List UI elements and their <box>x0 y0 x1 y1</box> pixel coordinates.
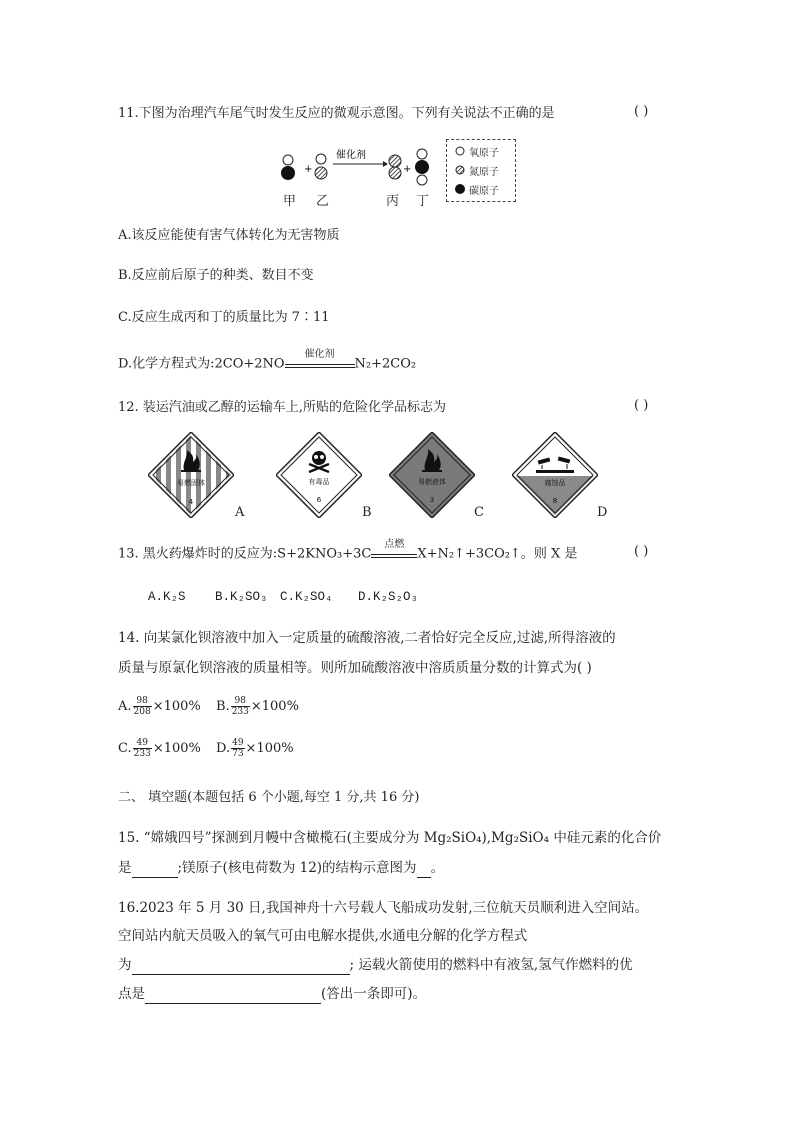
molecule-yi <box>315 154 327 179</box>
plus-sign-2: + <box>403 164 412 175</box>
catalyst-label: 催化剂 <box>336 150 366 161</box>
q14-line-1: 14. 向某氯化钡溶液中加入一定质量的硫酸溶液,二者恰好完全反应,过滤,所得溶液的 <box>118 630 616 646</box>
hazard-sign-flammable-liquid <box>389 432 475 518</box>
sign-label-b: B <box>362 505 372 520</box>
q13-option-d: D.K₂S₂O₃ <box>358 590 419 604</box>
svg-text:4: 4 <box>188 498 194 506</box>
q11-option-c: C.反应生成丙和丁的质量比为 7∶11 <box>118 310 330 325</box>
label-bing: 丙 <box>386 194 400 209</box>
hazard-sign-corrosive <box>512 432 598 518</box>
sign-label-c: C <box>474 505 484 520</box>
hazard-sign-toxic <box>276 432 362 518</box>
q16-blank-equation[interactable] <box>132 960 350 975</box>
q16-line-3: 为 ; 运载火箭使用的燃料中有液氢,氢气作燃料的优 <box>118 957 633 973</box>
reaction-diagram <box>276 146 436 190</box>
svg-text:6: 6 <box>316 496 322 504</box>
q11-answer-paren: ( ) <box>634 104 649 119</box>
molecule-bing <box>389 155 401 179</box>
q14-line-2: 质量与原氯化钡溶液的质量相等。则所加硫酸溶液中溶质质量分数的计算式为( ) <box>118 660 592 676</box>
svg-text:腐蚀品: 腐蚀品 <box>544 479 566 487</box>
hazard-sign-flammable-solid <box>148 432 234 518</box>
q16-line-4: 点是 (答出一条即可)。 <box>118 986 427 1002</box>
legend-nitrogen: 氮原子 <box>455 163 499 177</box>
q15-blank-structure[interactable] <box>417 863 431 878</box>
legend-carbon: 碳原子 <box>455 182 499 196</box>
sign-label-d: D <box>597 505 608 520</box>
q13-option-c: C.K₂SO₄ <box>280 590 333 604</box>
legend-oxygen: 氧原子 <box>455 144 499 158</box>
q12-stem: 12. 装运汽油或乙醇的运输车上,所贴的危险化学品标志为 <box>118 400 446 415</box>
q14-option-c: C. $\frac{49}{233}$ ×100% <box>118 738 201 759</box>
q14-option-b: B. $\frac{98}{233}$ ×100% <box>216 696 299 717</box>
reaction-arrow <box>333 161 388 167</box>
q13-answer-paren: ( ) <box>634 544 649 559</box>
q13-option-a: A.K₂S <box>148 590 186 604</box>
q14-option-d: D. $\frac{49}{73}$ ×100% <box>216 738 294 759</box>
q11-option-d: D.化学方程式为:2CO+2NO 催化剂 N₂+2CO₂ <box>118 354 416 375</box>
q15-line-1: 15. “嫦娥四号”探测到月幔中含橄榄石(主要成分为 Mg₂SiO₄),Mg₂SiO₄ 中硅元素的化合价 <box>118 830 662 846</box>
q16-line-2: 空间站内航天员吸入的氧气可由电解水提供,水通电分解的化学方程式 <box>118 928 528 944</box>
label-jia: 甲 <box>283 194 297 209</box>
label-yi: 乙 <box>316 194 330 209</box>
molecule-ding <box>415 149 429 185</box>
q15-line-2: 是 ;镁原子(核电荷数为 12)的结构示意图为 。 <box>118 860 445 876</box>
ignite-equals-sign: 点燃 <box>371 544 417 564</box>
q11-stem: 11.下图为治理汽车尾气时发生反应的微观示意图。下列有关说法不正确的是 <box>118 106 555 121</box>
q16-blank-advantage[interactable] <box>145 989 321 1004</box>
q15-blank-valence[interactable] <box>132 863 178 878</box>
svg-text:3: 3 <box>429 496 435 504</box>
svg-text:易燃固体: 易燃固体 <box>177 479 205 487</box>
section-2-heading: 二、 填空题(本题包括 6 个小题,每空 1 分,共 16 分) <box>118 790 420 805</box>
catalyst-equals-sign: 催化剂 <box>285 354 355 374</box>
q11-option-a: A.该反应能使有害气体转化为无害物质 <box>118 228 340 243</box>
svg-text:8: 8 <box>552 497 558 505</box>
label-ding: 丁 <box>416 194 430 209</box>
svg-text:易燃液体: 易燃液体 <box>418 478 446 486</box>
q16-line-1: 16.2023 年 5 月 30 日,我国神舟十六号载人飞船成功发射,三位航天员顺利进入空间站。 <box>118 900 649 916</box>
q11-option-b: B.反应前后原子的种类、数目不变 <box>118 268 314 283</box>
q13-option-b: B.K₂SO₃ <box>215 590 268 604</box>
svg-text:有毒品: 有毒品 <box>308 478 330 486</box>
molecule-jia <box>281 155 295 180</box>
q14-option-a: A. $\frac{98}{208}$ ×100% <box>118 696 201 717</box>
atom-legend <box>446 139 516 202</box>
sign-label-a: A <box>235 505 245 520</box>
q12-answer-paren: ( ) <box>634 398 649 413</box>
plus-sign-1: + <box>304 164 313 175</box>
q13-stem: 13. 黑火药爆炸时的反应为:S+2KNO₃+3C 点燃 X+N₂↑+3CO₂↑。则 X 是 <box>118 544 577 565</box>
